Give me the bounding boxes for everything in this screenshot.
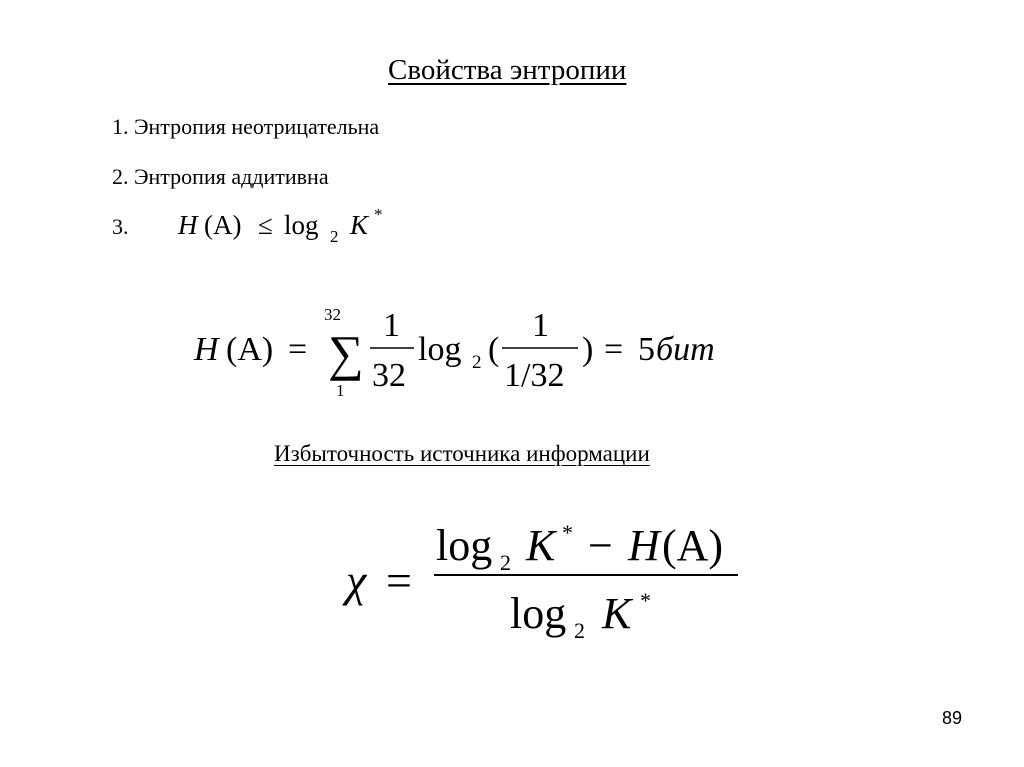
redundancy-num-star: * (562, 520, 573, 545)
property-additive: 2. Энтропия аддитивна (112, 164, 329, 189)
redundancy-den-log: log (510, 589, 567, 638)
example-frac2-num: 1 (532, 307, 549, 344)
example-sum-upper: 32 (324, 305, 341, 324)
example-frac1-num: 1 (383, 307, 400, 344)
formula-entropy-bound (170, 200, 430, 250)
example-result: 5 (638, 331, 655, 368)
redundancy-chi: χ (346, 555, 367, 606)
page-number: 89 (941, 708, 962, 728)
bound-star: * (374, 205, 383, 224)
slide-title: Свойства энтропии (388, 54, 627, 86)
redundancy-num-arg: (A) (662, 521, 724, 570)
example-H: H (194, 331, 219, 368)
redundancy-num-K: K (526, 521, 556, 570)
example-eq: = (288, 331, 308, 368)
redundancy-den-base: 2 (574, 618, 585, 643)
formula-redundancy (340, 512, 760, 652)
bound-base: 2 (330, 227, 339, 246)
redundancy-num-log: log (436, 521, 493, 570)
example-sum-sign: ∑ (328, 325, 364, 381)
example-log: log (418, 331, 462, 368)
example-frac2-den: 1/32 (504, 357, 565, 394)
example-unit: бит (656, 331, 715, 368)
property-bound-label: 3. (112, 214, 129, 239)
bound-log: log (284, 210, 319, 240)
redundancy-den-K: K (602, 589, 632, 638)
example-rparen: ) (582, 331, 594, 368)
redundancy-subtitle: Избыточность источника информации (274, 441, 650, 466)
example-base: 2 (472, 352, 482, 373)
redundancy-eq: = (386, 555, 412, 606)
property-nonnegative: 1. Энтропия неотрицательна (112, 114, 380, 139)
redundancy-minus: − (588, 521, 613, 570)
bound-arg: (A) (204, 210, 242, 240)
formula-entropy-example (190, 292, 760, 402)
example-lparen: ( (488, 331, 500, 368)
example-eq2: = (604, 331, 624, 368)
example-sum-lower: 1 (336, 381, 345, 400)
example-frac1-den: 32 (372, 357, 406, 394)
redundancy-num-base: 2 (500, 550, 511, 575)
bound-H: H (178, 210, 198, 240)
example-arg: (A) (226, 331, 274, 368)
bound-K: K (350, 210, 369, 240)
redundancy-num-H: H (628, 521, 660, 570)
redundancy-den-star: * (640, 588, 651, 613)
bound-relation: ≤ (258, 210, 273, 240)
